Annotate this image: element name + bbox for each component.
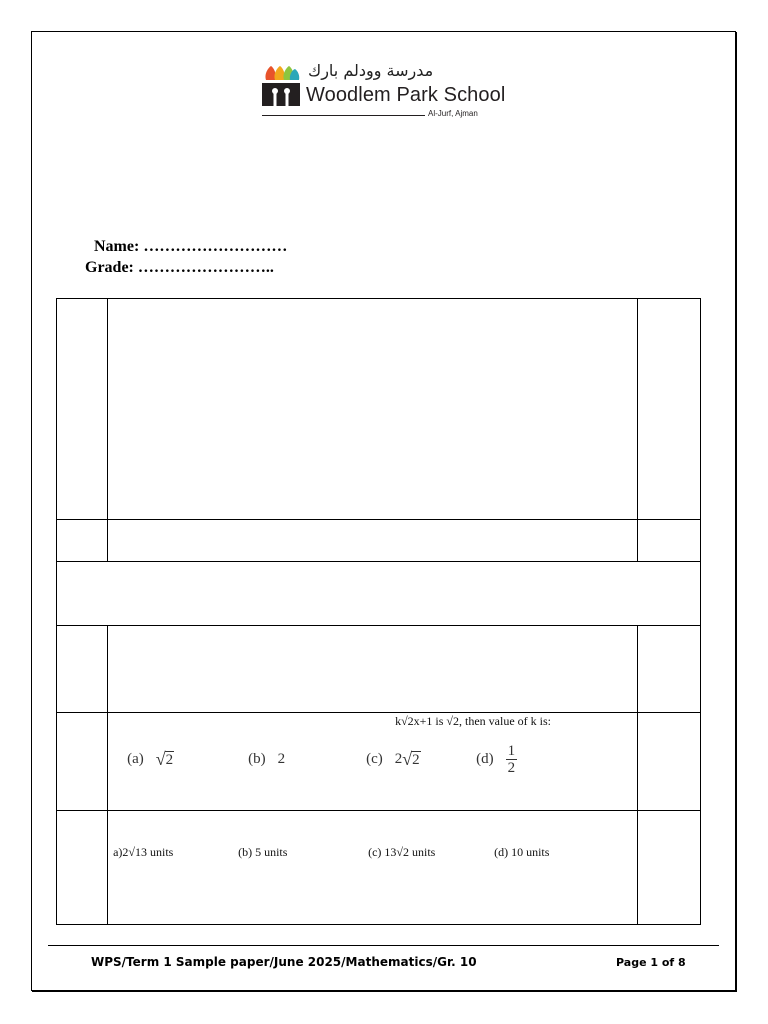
- question-content-cell: [108, 626, 638, 713]
- marks-cell: [637, 811, 700, 925]
- question-number-cell: [57, 713, 108, 811]
- question-content-cell: [108, 299, 638, 520]
- option-a: [127, 743, 174, 775]
- page-number: Page 1 of 8: [616, 956, 686, 969]
- option-d-numerator: 1: [507, 742, 516, 759]
- option-c-label: (c): [366, 750, 383, 767]
- question-number-cell: [57, 299, 108, 520]
- logo-divider: [262, 115, 425, 116]
- option-d-denominator: 2: [507, 759, 516, 776]
- option-d-label: (d): [476, 750, 494, 767]
- student-name-field: Name: ………………………: [94, 238, 288, 255]
- question-number-cell: [57, 520, 108, 562]
- fraction: [506, 743, 518, 776]
- table-row-question: [57, 626, 701, 713]
- school-location: Al-Jurf, Ajman: [428, 109, 478, 118]
- option-a: a)2√13 units: [113, 845, 174, 859]
- school-logo-icon: [262, 66, 300, 106]
- option-b-value: 2: [277, 750, 286, 767]
- school-logo: [262, 62, 507, 122]
- option-d: [476, 739, 517, 779]
- option-b-label: (b): [248, 750, 266, 767]
- table-row-section-header: [57, 520, 701, 562]
- table-row-question: [57, 811, 701, 925]
- table-row-section-title: [57, 562, 701, 626]
- question-content-cell: [108, 713, 638, 811]
- question-number-cell: [57, 626, 108, 713]
- footer-divider: [48, 945, 719, 946]
- paper-info: WPS/Term 1 Sample paper/June 2025/Mathematics/Gr. 10: [91, 955, 477, 969]
- question-content-cell: [108, 811, 638, 925]
- school-name: Woodlem Park School: [306, 84, 506, 106]
- section-title-cell: [57, 562, 701, 626]
- question-content-cell: [108, 520, 638, 562]
- option-a-value: 2: [165, 752, 174, 768]
- sqrt-expression: √ 2: [155, 749, 174, 769]
- sqrt-expression: √ 2: [402, 749, 420, 769]
- question-number-cell: [57, 811, 108, 925]
- option-c-value: 2: [412, 752, 420, 768]
- marks-cell: [637, 626, 700, 713]
- option-d: (d) 10 units: [494, 845, 550, 859]
- table-row-question: [57, 713, 701, 811]
- marks-cell: [637, 520, 700, 562]
- question-stem: k√2x+1 is √2, then value of k is:: [395, 714, 552, 728]
- table-row-instructions: [57, 299, 701, 520]
- option-a-label: (a): [127, 750, 144, 767]
- school-name-arabic: مدرسة وودلم بارك: [308, 61, 434, 80]
- option-b: [248, 743, 285, 775]
- marks-cell: [637, 299, 700, 520]
- option-b: (b) 5 units: [238, 845, 288, 859]
- question-table: [56, 298, 701, 925]
- option-c-coefficient: 2: [394, 750, 403, 767]
- student-grade-field: Grade: ……………………..: [85, 259, 274, 276]
- marks-cell: [637, 713, 700, 811]
- option-c: (c) 13√2 units: [368, 845, 436, 859]
- option-c: [366, 743, 421, 775]
